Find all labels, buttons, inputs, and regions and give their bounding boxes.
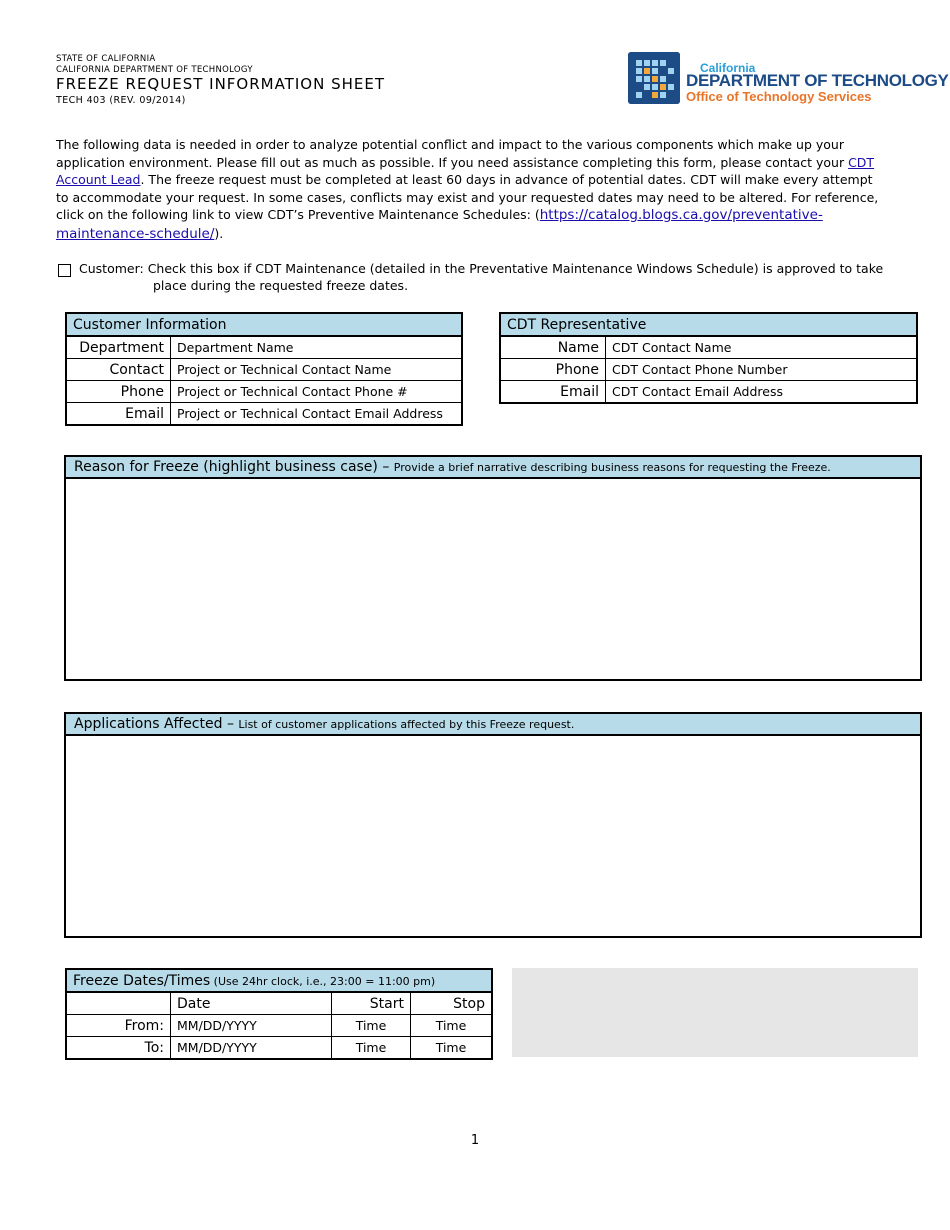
- applications-title: Applications Affected –: [74, 716, 239, 732]
- phone-label-cell: Phone: [66, 381, 171, 403]
- rep-email-field[interactable]: CDT Contact Email Address: [606, 381, 918, 404]
- rep-phone-label-cell: Phone: [500, 359, 606, 381]
- logo-ots: Office of Technology Services: [686, 89, 872, 104]
- cdt-rep-table: [499, 312, 918, 404]
- customer-info-table: [65, 312, 463, 426]
- start-column-header: Start: [332, 992, 411, 1015]
- to-start-time-field[interactable]: Time: [332, 1037, 411, 1060]
- rep-name-label-cell: Name: [500, 336, 606, 359]
- freeze-dates-table: [65, 968, 493, 1060]
- grey-panel: [512, 968, 918, 1057]
- dates-corner-cell: [66, 992, 171, 1015]
- reason-for-freeze-section: [64, 455, 922, 681]
- applications-text-area[interactable]: [66, 736, 920, 936]
- form-id: TECH 403 (REV. 09/2014): [56, 95, 186, 106]
- department-label-cell: Department: [66, 336, 171, 359]
- freeze-dates-title: Freeze Dates/Times: [73, 972, 211, 989]
- logo-department: DEPARTMENT OF TECHNOLOGY: [686, 71, 949, 90]
- form-title: FREEZE REQUEST INFORMATION SHEET: [56, 75, 385, 93]
- intro-text-1: The following data is needed in order to analyze potential conflict and impact to the various components which make up your application environment. Please fill out as much as possible. If you need assistance completing this form, please contact your: [56, 137, 849, 170]
- email-field[interactable]: Project or Technical Contact Email Address: [171, 403, 463, 426]
- to-date-field[interactable]: MM/DD/YYYY: [171, 1037, 332, 1060]
- contact-label-cell: Contact: [66, 359, 171, 381]
- page-number: 1: [470, 1133, 480, 1148]
- checkbox-text-line1: Check this box if CDT Maintenance (detailed in the Preventative Maintenance Windows Schedule) is approved to take: [147, 261, 884, 276]
- date-column-header: Date: [171, 992, 332, 1015]
- rep-phone-field[interactable]: CDT Contact Phone Number: [606, 359, 918, 381]
- checkbox-customer-label: Customer:: [79, 261, 148, 276]
- customer-info-title: Customer Information: [66, 313, 462, 336]
- applications-header: [66, 714, 920, 736]
- reason-title: Reason for Freeze: [74, 459, 199, 475]
- contact-field[interactable]: Project or Technical Contact Name: [171, 359, 463, 381]
- logo-california: California: [700, 61, 756, 75]
- from-label-cell: From:: [66, 1015, 171, 1037]
- rep-name-field[interactable]: CDT Contact Name: [606, 336, 918, 359]
- phone-field[interactable]: Project or Technical Contact Phone #: [171, 381, 463, 403]
- maintenance-approval-checkbox[interactable]: [58, 264, 71, 277]
- to-label-cell: To:: [66, 1037, 171, 1060]
- checkbox-text-line2: place during the requested freeze dates.: [153, 277, 409, 293]
- from-date-field[interactable]: MM/DD/YYYY: [171, 1015, 332, 1037]
- maintenance-schedule-link[interactable]: https://catalog.blogs.ca.gov/preventative-maintenance-schedule/: [56, 207, 823, 242]
- from-stop-time-field[interactable]: Time: [411, 1015, 493, 1037]
- cdt-rep-title: CDT Representative: [500, 313, 917, 336]
- state-label: STATE OF CALIFORNIA: [56, 54, 156, 64]
- account-lead-link[interactable]: CDT Account Lead: [56, 154, 875, 187]
- to-stop-time-field[interactable]: Time: [411, 1037, 493, 1060]
- freeze-dates-header: [66, 969, 492, 992]
- intro-text-2: . The freeze request must be completed at least 60 days in advance of potential dates. CDT will make every attempt to accommodate your request. In some cases, conflicts may exist and your requested dates may need to be altered. For reference, click on the following link to view CDT’s Preventive Maintenance Schedules: (: [56, 172, 879, 222]
- intro-text-3: ).: [214, 225, 224, 241]
- california-seal-icon: [628, 52, 680, 104]
- stop-column-header: Stop: [411, 992, 493, 1015]
- intro-paragraph: [56, 136, 886, 243]
- department-field[interactable]: Department Name: [171, 336, 463, 359]
- department-label: CALIFORNIA DEPARTMENT OF TECHNOLOGY: [56, 65, 253, 75]
- from-start-time-field[interactable]: Time: [332, 1015, 411, 1037]
- email-label-cell: Email: [66, 403, 171, 426]
- freeze-dates-note: (Use 24hr clock, i.e., 23:00 = 11:00 pm): [210, 974, 436, 988]
- reason-subtitle: (highlight business case) –: [198, 459, 394, 475]
- checkbox-description: [79, 261, 909, 294]
- reason-description: Provide a brief narrative describing business reasons for requesting the Freeze.: [393, 461, 831, 474]
- applications-affected-section: [64, 712, 922, 938]
- reason-text-area[interactable]: [66, 479, 920, 679]
- reason-header: [66, 457, 920, 479]
- rep-email-label-cell: Email: [500, 381, 606, 404]
- applications-description: List of customer applications affected by this Freeze request.: [238, 718, 575, 731]
- cdt-logo: [628, 52, 949, 106]
